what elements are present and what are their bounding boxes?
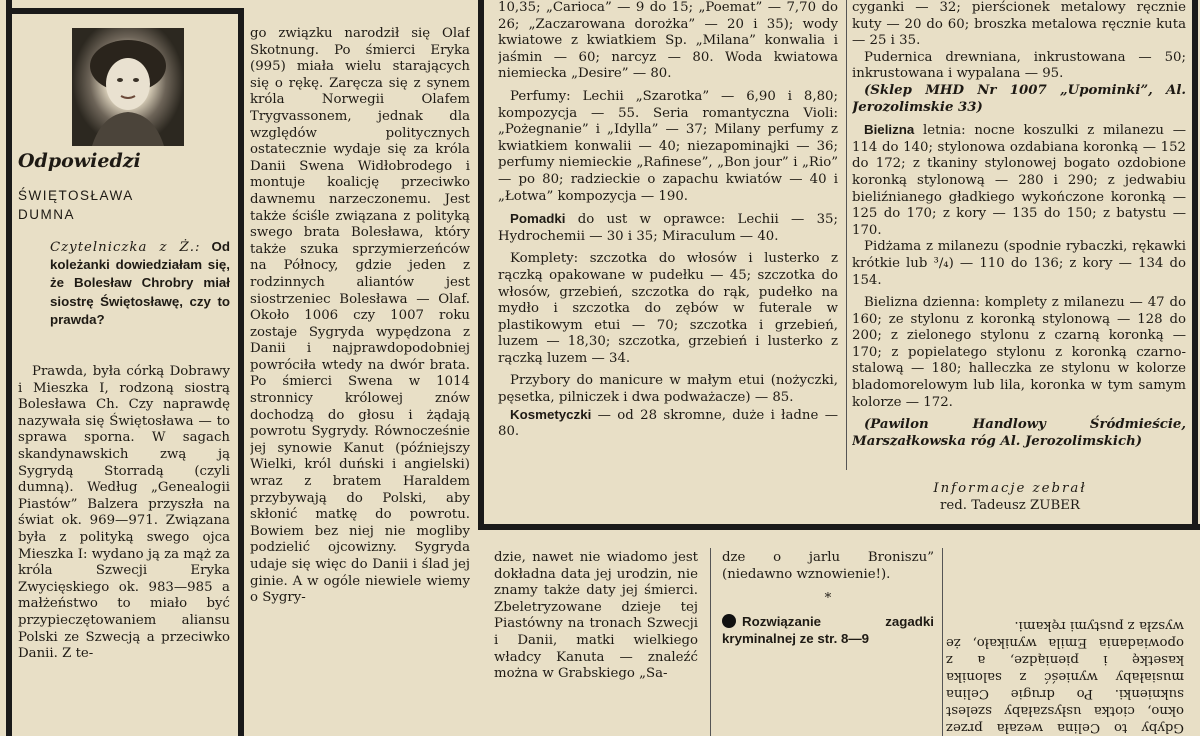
frame-left-rule: [6, 0, 12, 736]
box-rule-bottom: [478, 524, 1200, 530]
notice-p1: [722, 614, 934, 649]
price2-p4: Pidżama z milanezu (spodnie rybaczki, rękawki krótkie lub ³/₄) — 110 do 136; z kory — 134 do 154.: [852, 239, 1186, 288]
bullet-icon: [722, 614, 736, 628]
credit-line-1: Informacje zebrał: [933, 481, 1087, 496]
price-p5-bold: Kosmetyczki: [510, 406, 592, 422]
question-lead: Czytelniczka z Ż.:: [50, 240, 201, 255]
price2-p1: Pudernica drewniana, inkrustowana — 50; inkrustowana i wypalana — 95.: [852, 49, 1186, 82]
frame-top-rule: [6, 8, 244, 14]
price-p4: Przybory do manicure w małym etui (nożyczki, pęsetka, pilniczek i dwa podważacze) — 85.: [498, 373, 838, 406]
price-p5: [498, 407, 838, 441]
answer-column-3: [494, 550, 698, 736]
notice-p0: dze o jarlu Broniszu” (niedawno wznowienie!).: [722, 550, 934, 582]
price2-p3: [852, 122, 1186, 239]
price-p5-text: — od 28 skromne, duże i ładne — 80.: [498, 407, 838, 440]
portrait-photo: [72, 28, 184, 146]
answer-text-1: Prawda, była córką Dobrawy i Mieszka I, rodzoną siostrą Bolesława Ch. Czy naprawdę nazywała się Świętosława — to sprawa sporna. W sagach skandynawskich zwą ją Sygrydą Storradą (czyli dumną). Według „Genealogii Piastów” Balzera przyszła na świat ok. 969—971. Związana była z polityką swego ojca Mieszka I: wydano ją za mąż za króla Szwecji Eryka Zwycięskiego ok. 983—985 a małżeństwo to miało być przypieczętowaniem aliansu Polski ze Szwecją a przeciwko Danii. Z te-: [18, 364, 230, 662]
notice-star: *: [824, 591, 832, 607]
notice-column: [722, 550, 934, 736]
box-rule-right: [1192, 0, 1198, 530]
reader-question: [50, 238, 230, 329]
price-column-2: [852, 0, 1186, 480]
box-rule-left: [478, 0, 484, 530]
price-p2-bold: Pomadki: [510, 211, 566, 227]
price2-p5: Bielizna dzienna: komplety z milanezu — 47 do 160; ze stylonu z koronką stylonową — 128 do 200; z zielonego stylonu z czarną koronką — 170; z popielatego stylonu z koronką czarno-stalową — 180; halleczka ze stylonu w kolorze bladomorelowym lub lila, koronka w tym samym kolorze — 172.: [852, 295, 1186, 410]
author-name: [18, 186, 134, 224]
answer-column-1: [18, 364, 230, 736]
author-line-2: DUMNA: [18, 207, 75, 222]
column-divider: [846, 0, 847, 470]
answer-text-3: dzie, nawet nie wiadomo jest dokładna data jej urodzin, nie znamy także daty jej śmierci. Zbeletryzowane dzieje tej Piastówny na tronach Szwecji i Danii, matki wielkiego władcy Kanuta — znaleźć można w Grabskiego „Sa-: [494, 550, 698, 682]
section-heading: Odpowiedzi: [18, 150, 141, 172]
price2-p0: cyganki — 32; pierścionek metalowy ręcznie kuty — 20 do 60; broszka metalowa ręcznie kuta — 25 i 35.: [852, 0, 1186, 49]
price2-p3-bold: Bielizna: [864, 122, 915, 138]
question-text: Od koleżanki dowiedziałam się, że Bolesław Chrobry miał siostrę Świętosławę, czy to prawda?: [50, 239, 230, 327]
upside-text: Gdyby to Celina wezała przez okno, ciotka usłyszałaby szelest suknienki. Po drugie Celina musiałaby wynieść z salonika kasetkę i pieniądze, a z opowiadania Emila wynikało, że wyszła z pustymi rękami.: [946, 618, 1184, 735]
price2-p6: (Pawilon Handlowy Śródmieście, Marszałkowska róg Al. Jerozolimskich): [852, 417, 1186, 449]
answer-column-2: [250, 26, 470, 736]
answer-text-2: go związku narodził się Olaf Skotnung. Po śmierci Eryka (995) miała wielu starających się o rękę. Zaręcza się z synem króla Norwegii Olafem Trygvassonem, jednak dla względów politycznych ostatecznie wydaje się za króla Danii Swena Widłobrodego i montuje koalicję przeciwko dawnemu narzeczonemu. Jest także ściśle związana z polityką swego brata Bolesława, który także szuka sprzymierzeńców na Północy, gdzie jeden z rodzinnych aliantów jest siostrzeniec Bolesława — Olaf. Około 1006 czy 1007 roku zostaje Sygryda wypędzona z Danii i najprawdopodobniej powróciła wtedy na dwór brata. Po śmierci Swena w 1014 stronnicy królowej znów dochodzą do głosu i żądają powrotu Sygrydy. Równocześnie jej synowie Kanut (późniejszy Wielki, król duński i angielski) wraz z bratem Haraldem przybywają do Polski, aby skłonić matkę do powrotu. Bowiem bez niej nie mogliby podzielić ojcowizny. Sygryda udaje się więc do Danii i ślad jej ginie. A w ogóle niewiele wiemy o Sygry-: [250, 26, 470, 606]
upside-down-answer: [946, 548, 1184, 736]
frame-box-rule-left: [238, 8, 244, 736]
price-column-1: [498, 0, 838, 520]
bottom-divider-2: [942, 548, 943, 736]
price-p2-text: do ust w oprawce: Lechii — 35; Hydrochemii — 30 i 35; Miraculum — 40.: [498, 212, 838, 244]
bottom-divider-1: [710, 548, 711, 736]
price-p0: 10,35; „Carioca” — 9 do 15; „Poemat” — 7,70 do 26; „Zaczarowana dorożka” — 20 i 35); wody kwiatowe z kwiatkiem Sp. „Milana” konwalia i jaśmin — 60; narcyz — 80. Woda kwiatowa niemiecka „Desire” — 80.: [498, 0, 838, 82]
price-p1: Perfumy: Lechii „Szarotka” — 6,90 i 8,80; kompozycja — 55. Seria romantyczna Violi: „Pożegnanie” i „Idylla” — 37; Milany perfumy z kwiatkiem konwalii — 40; niezapominajki — 36; perfumy niemieckie „Rafinese”, „Bon jour” i „Rio” — po 80; radzieckie o zapachu kwiatów — 40 i „Łotwa” kompozycja — 190.: [498, 88, 838, 204]
price2-p2: (Sklep MHD Nr 1007 „Upominki”, Al. Jerozolimskie 33): [852, 82, 1186, 115]
price-p2: [498, 211, 838, 245]
author-line-1: ŚWIĘTOSŁAWA: [18, 188, 134, 203]
notice-p1-text: Rozwiązanie zagadki kryminalnej ze str. 8—9: [722, 613, 934, 647]
credit-block: [860, 480, 1160, 514]
price-p3: Komplety: szczotka do włosów i lusterko z rączką opakowane w pudełku — 45; szczotka do włosów, grzebień, szczotka do rąk, pudełko na mydło i szczotka do zębów w futerale w plastikowym etui — 70; szczotka i grzebień, luzem — 18,30; szczotka, grzebień i lusterko z rączką luzem — 34.: [498, 251, 838, 366]
credit-line-2: red. Tadeusz ZUBER: [940, 498, 1080, 513]
price2-p3-text: letnia: nocne koszulki z milanezu — 114 do 140; stylonowa ozdabiana koronką — 152 do 172; z tkaniny stylonowej bogato ozdobione koronką stylonową — 280 i 290; z jedwabiu bieliźnianego gładkiego wykończone koronką — 125 do 170; z kory — 135 do 150; z batystu — 170.: [852, 123, 1186, 238]
